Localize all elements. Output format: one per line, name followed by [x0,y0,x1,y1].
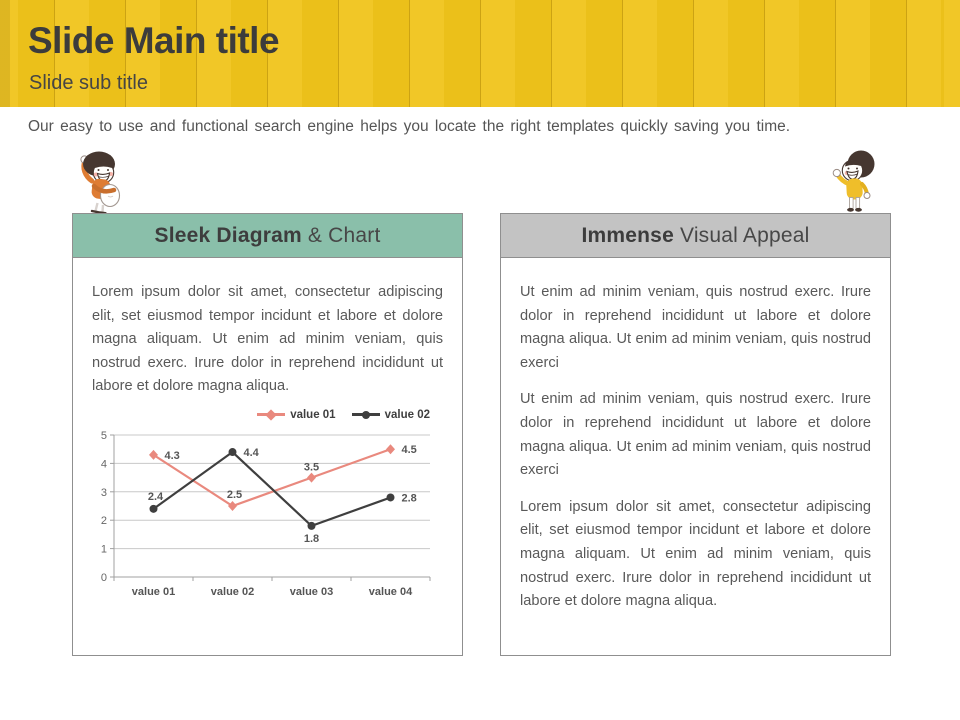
character-hugging-doll-illustration [72,150,136,214]
right-panel-header [500,213,891,258]
page-subtitle: Slide sub title [29,72,148,94]
immense-visual-appeal-panel [500,213,891,656]
character-waving-illustration [826,150,890,214]
left-panel-title-bold: Sleek Diagram [154,223,302,247]
line-chart [92,407,443,615]
svg-text:3: 3 [100,486,107,499]
line-chart-plot [92,407,443,609]
legend-item [352,409,430,421]
svg-text:4.5: 4.5 [401,444,417,457]
svg-text:2: 2 [100,515,107,528]
svg-text:2.4: 2.4 [147,490,164,503]
svg-text:1: 1 [100,543,107,556]
chart-legend [257,409,430,421]
slide-header [0,0,960,107]
right-panel-paragraph: Ut enim ad minim veniam, quis nostrud exerc. Irure dolor in reprehend incididunt ut labore et dolore magna aliqua. Ut enim ad minim veniam, quis nostrud exerci [520,391,871,479]
left-panel-body [72,258,463,656]
sleek-diagram-panel [72,213,463,656]
svg-text:value 01: value 01 [131,585,176,598]
svg-text:value 02: value 02 [210,585,255,598]
legend-item [257,409,335,421]
page-title: Slide Main title [28,20,280,61]
legend-label: value 02 [384,408,430,421]
left-panel-header [72,213,463,258]
right-panel-title-rest: Visual Appeal [673,223,810,247]
svg-text:3.5: 3.5 [303,461,320,474]
svg-text:5: 5 [100,429,107,442]
left-panel-title-rest: & Chart [301,223,381,247]
svg-text:4.3: 4.3 [164,449,180,462]
svg-text:2.5: 2.5 [226,488,243,501]
svg-text:4: 4 [100,458,107,471]
svg-text:value 04: value 04 [368,585,413,598]
svg-text:value 03: value 03 [289,585,334,598]
svg-text:0: 0 [100,571,107,584]
svg-text:4.4: 4.4 [243,447,259,460]
right-panel-title-bold: Immense [581,223,674,247]
intro-text: Our easy to use and functional search engine helps you locate the right templates quickly saving you time. [28,118,791,135]
legend-label: value 01 [290,408,336,421]
right-panel-body [500,258,891,656]
diamond-marker-icon [257,410,285,419]
right-panel-paragraph: Ut enim ad minim veniam, quis nostrud exerc. Irure dolor in reprehend incididunt ut labore et dolore magna aliqua. Ut enim ad minim veniam, quis nostrud exerci [520,284,871,371]
circle-marker-icon [352,410,380,419]
svg-text:1.8: 1.8 [303,532,320,545]
svg-text:2.8: 2.8 [401,492,417,505]
right-panel-paragraph: Lorem ipsum dolor sit amet, consectetur adipiscing elit, set eiusmod tempor incidunt et labore et dolore magna aliquam. Ut enim ad minim veniam, quis nostrud exerc. Irure dolor in reprehend incididunt ut labore et dolore magna aliqua. [520,498,871,610]
left-panel-paragraph: Lorem ipsum dolor sit amet, consectetur adipiscing elit, set eiusmod tempor incidunt et labore et dolore magna aliquam. Ut enim ad minim veniam, quis nostrud exerc. Irure dolor in reprehend incididunt ut labore et dolore magna aliqua. [92,284,443,395]
